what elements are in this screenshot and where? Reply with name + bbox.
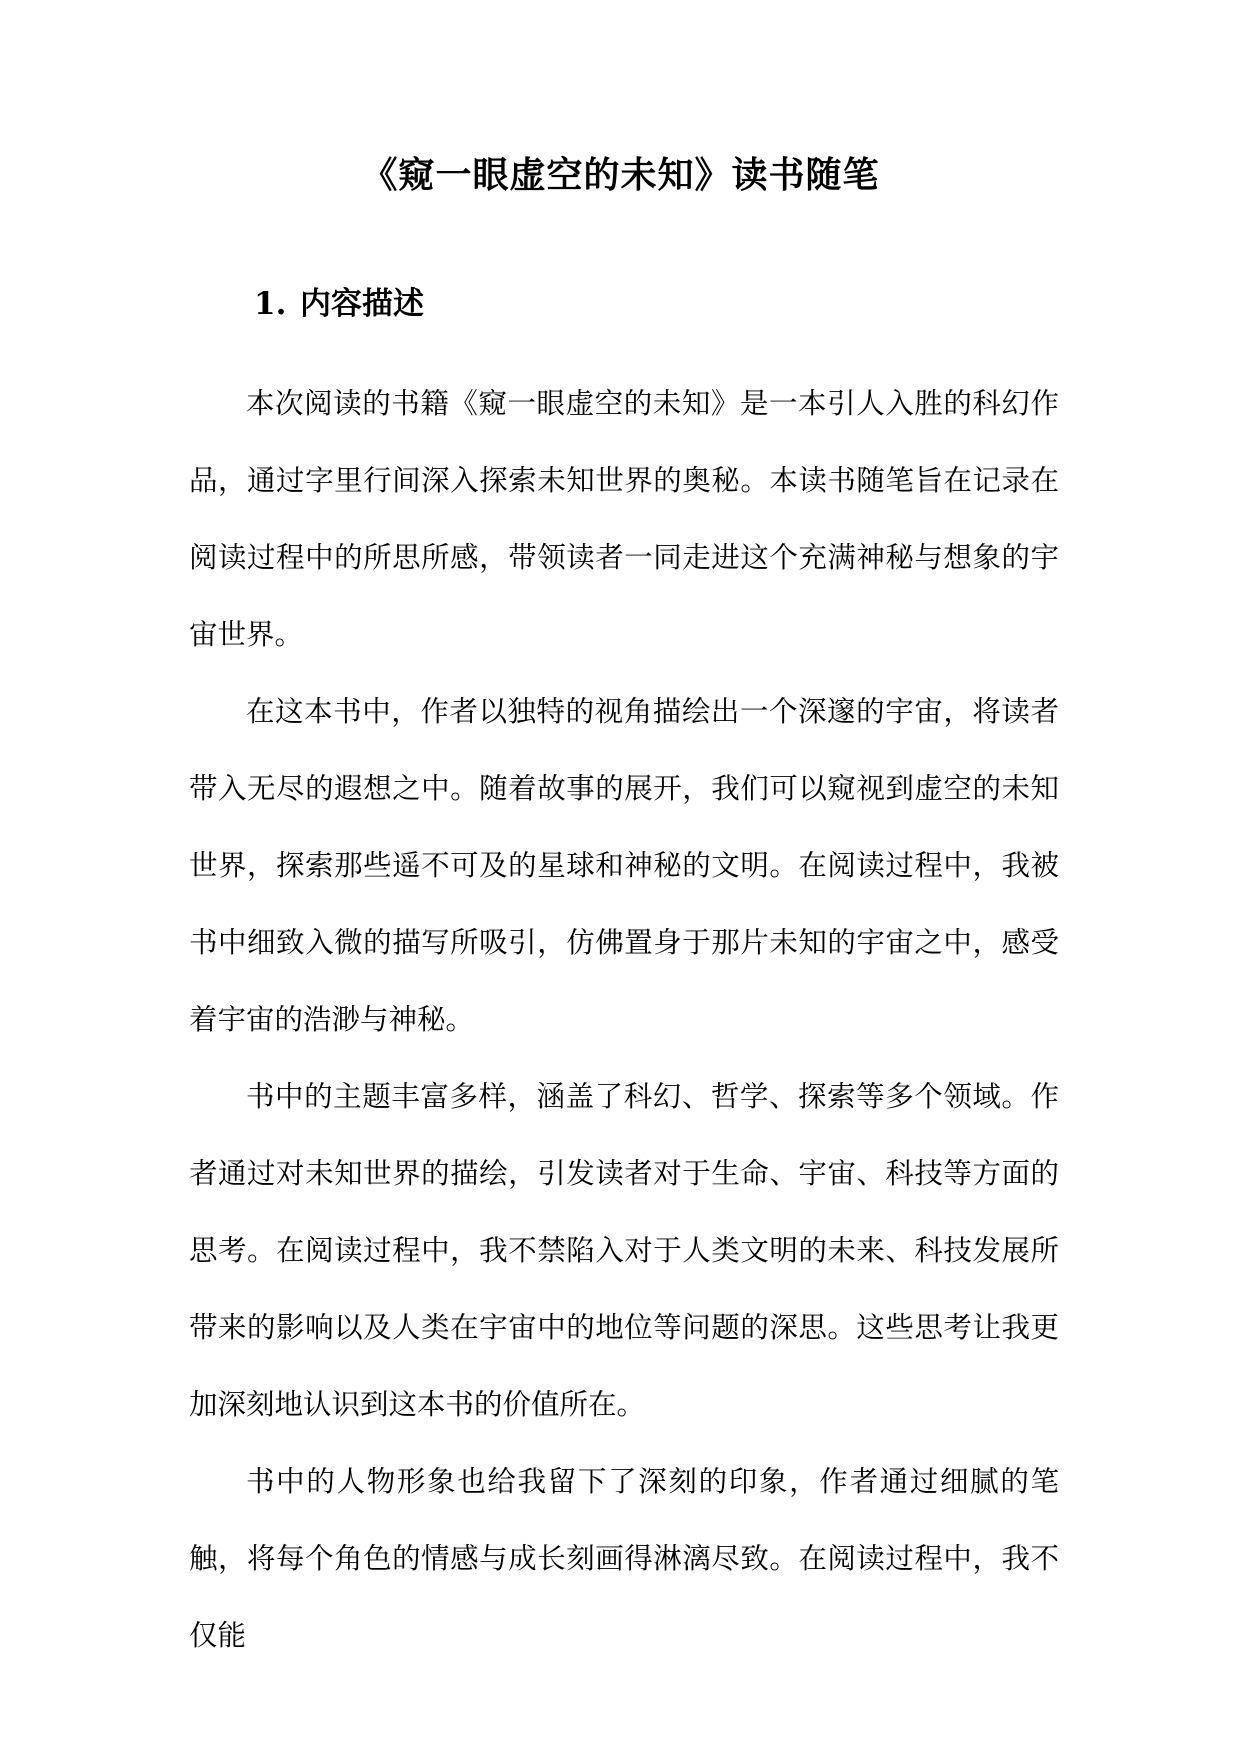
paragraph: 本次阅读的书籍《窥一眼虚空的未知》是一本引人入胜的科幻作品，通过字里行间深入探索未知世界的奥秘。本读书随笔旨在记录在阅读过程中的所思所感，带领读者一同走进这个充满神秘与想象的宇宙世界。 — [189, 387, 1059, 651]
section-number: 1. — [254, 286, 287, 322]
paragraph: 在这本书中，作者以独特的视角描绘出一个深邃的宇宙，将读者带入无尽的遐想之中。随着故事的展开，我们可以窥视到虚空的未知世界，探索那些遥不可及的星球和神秘的文明。在阅读过程中，我被书中细致入微的描写所吸引，仿佛置身于那片未知的宇宙之中，感受着宇宙的浩渺与神秘。 — [189, 695, 1059, 1036]
page-title: 《窥一眼虚空的未知》读书随笔 — [361, 155, 880, 196]
body-text — [189, 365, 1059, 1674]
paragraph: 书中的主题丰富多样，涵盖了科幻、哲学、探索等多个领域。作者通过对未知世界的描绘，引发读者对于生命、宇宙、科技等方面的思考。在阅读过程中，我不禁陷入对于人类文明的未来、科技发展所带来的影响以及人类在宇宙中的地位等问题的深思。这些思考让我更加深刻地认识到这本书的价值所在。 — [189, 1080, 1059, 1421]
paragraph: 书中的人物形象也给我留下了深刻的印象，作者通过细腻的笔触，将每个角色的情感与成长刻画得淋漓尽致。在阅读过程中，我不仅能 — [189, 1465, 1059, 1652]
section-heading-text: 内容描述 — [300, 286, 424, 322]
section-heading — [254, 282, 424, 326]
